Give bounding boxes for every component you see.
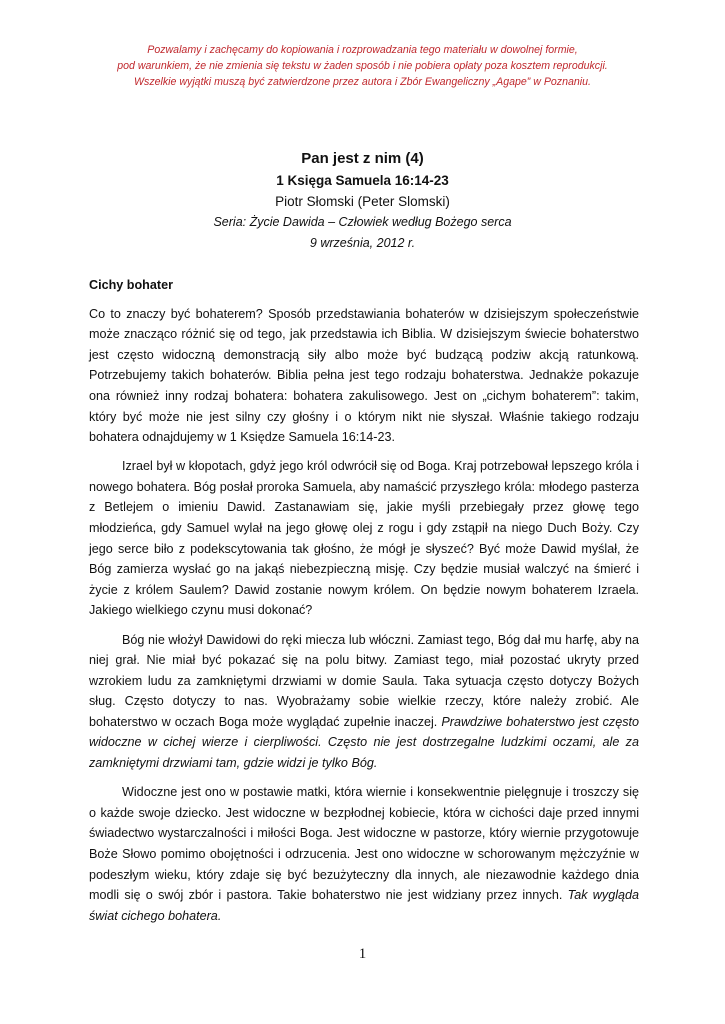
paragraph-4 <box>89 782 639 926</box>
sermon-date: 9 września, 2012 r. <box>309 236 416 250</box>
section-heading: Cichy bohater <box>89 278 173 292</box>
series-name: Seria: Życie Dawida – Człowiek według Bożego serca <box>213 215 512 229</box>
notice-line-1: Pozwalamy i zachęcamy do kopiowania i rozprowadzania tego materiału w dowolnej formie, <box>147 44 578 56</box>
scripture-reference: 1 Księga Samuela 16:14-23 <box>276 173 449 188</box>
paragraph-1: Co to znaczy być bohaterem? Sposób przedstawiania bohaterów w dzisiejszym społeczeństwie może znacząco różnić się od tego, jak przedstawia ich Biblia. W dzisiejszym świecie bohaterstwo jest często widoczną demonstracją siły albo może być budzącą podziw akcją ratunkową. Potrzebujemy takich bohaterów. Biblia pełna jest tego rodzaju bohaterstwa. Jednakże pokazuje ona również inny rodzaj bohatera: bohatera zakulisowego. Jest on „cichym bohaterem”: takim, który być może nie jest silny czy głośny i o którym nikt nie słyszał. Właśnie takiego rodzaju bohatera odnajdujemy w 1 Księdze Samuela 16:14-23. <box>89 306 639 445</box>
notice-line-2: pod warunkiem, że nie zmienia się tekstu w żaden sposób i nie pobiera opłaty poza kosztem reprodukcji. <box>117 60 608 72</box>
page-number: 1 <box>358 946 367 962</box>
sermon-body <box>89 275 639 935</box>
paragraph-3 <box>89 630 639 774</box>
paragraph-2: Izrael był w kłopotach, gdyż jego król odwrócił się od Boga. Kraj potrzebował lepszego króla i nowego bohatera. Bóg posłał proroka Samuela, aby namaścić przyszłego króla: młodego pasterza z Betlejem o imieniu Dawid. Zastanawiam się, jakie myśli przebiegały przez głowę tego młodzieńca, gdy Samuel wylał na jego głowę olej z rogu i gdy zstąpił na niego Duch Boży. Czy jego serce biło z podekscytowania tak głośno, że mógł je słyszeć? Być może Dawid myślał, że Bóg zamierza wysłać go na jakąś niebezpieczną misję. Czy będzie musiał walczyć na śmierć i życie z królem Saulem? Dawid zostanie nowym królem. On będzie nowym bohaterem Izraela. Jakiego wielkiego czynu musi dokonać? <box>89 459 639 618</box>
paragraph-3-text: Bóg nie włożył Dawidowi do ręki miecza lub włóczni. Zamiast tego, Bóg dał mu harfę, aby na niej grał. Nie miał być pokazać się na polu bitwy. Zamiast tego, miał pozostać ukryty przed wzrokiem ludu za zamkniętymi drzwiami w domie Saula. Taka sytuacja często dotyczy Bożych sług. Często dotyczy to nas. Wyobrażamy sobie wielkie rzeczy, które należy zrobić. Ale bohaterstwo w oczach Boga może wyglądać zupełnie inaczej. <box>89 632 639 729</box>
paragraph-3-emphasis: Prawdziwe bohaterstwo jest często widoczne w cichej wierze i cierpliwości. Często nie jest dostrzegalne ludzkimi oczami, ale za zamkniętymi drzwiami tam, gdzie widzi je tylko Bóg. <box>89 714 639 771</box>
paragraph-4-text: Widoczne jest ono w postawie matki, która wiernie i konsekwentnie pielęgnuje i troszczy się o każde swoje dziecko. Jest widoczne w bezpłodnej kobiecie, która w cichości daje przed innymi świadectwo wystarczalności i miłości Boga. Jest widoczne w pastorze, który wiernie przygotowuje Boże Słowo pomimo obojętności i odrzucenia. Jest ono widoczne w schorowanym mężczyźnie w podeszłym wieku, który zdaje się być bezużyteczny dla innych, ale niezawodnie każdego dnia modli się o swój zbór i pastora. Takie bohaterstwo nie jest widziany przez innych. <box>89 785 639 903</box>
sermon-title: Pan jest z nim (4) <box>301 150 424 167</box>
copyright-notice <box>60 42 665 90</box>
paragraph-4-emphasis: Tak wygląda świat cichego bohatera. <box>89 888 640 923</box>
author-name: Piotr Słomski (Peter Slomski) <box>275 194 450 209</box>
notice-line-3: Wszelkie wyjątki muszą być zatwierdzone przez autora i Zbór Ewangeliczny „Agape” w Poznaniu. <box>134 76 591 88</box>
sermon-header <box>60 148 665 254</box>
